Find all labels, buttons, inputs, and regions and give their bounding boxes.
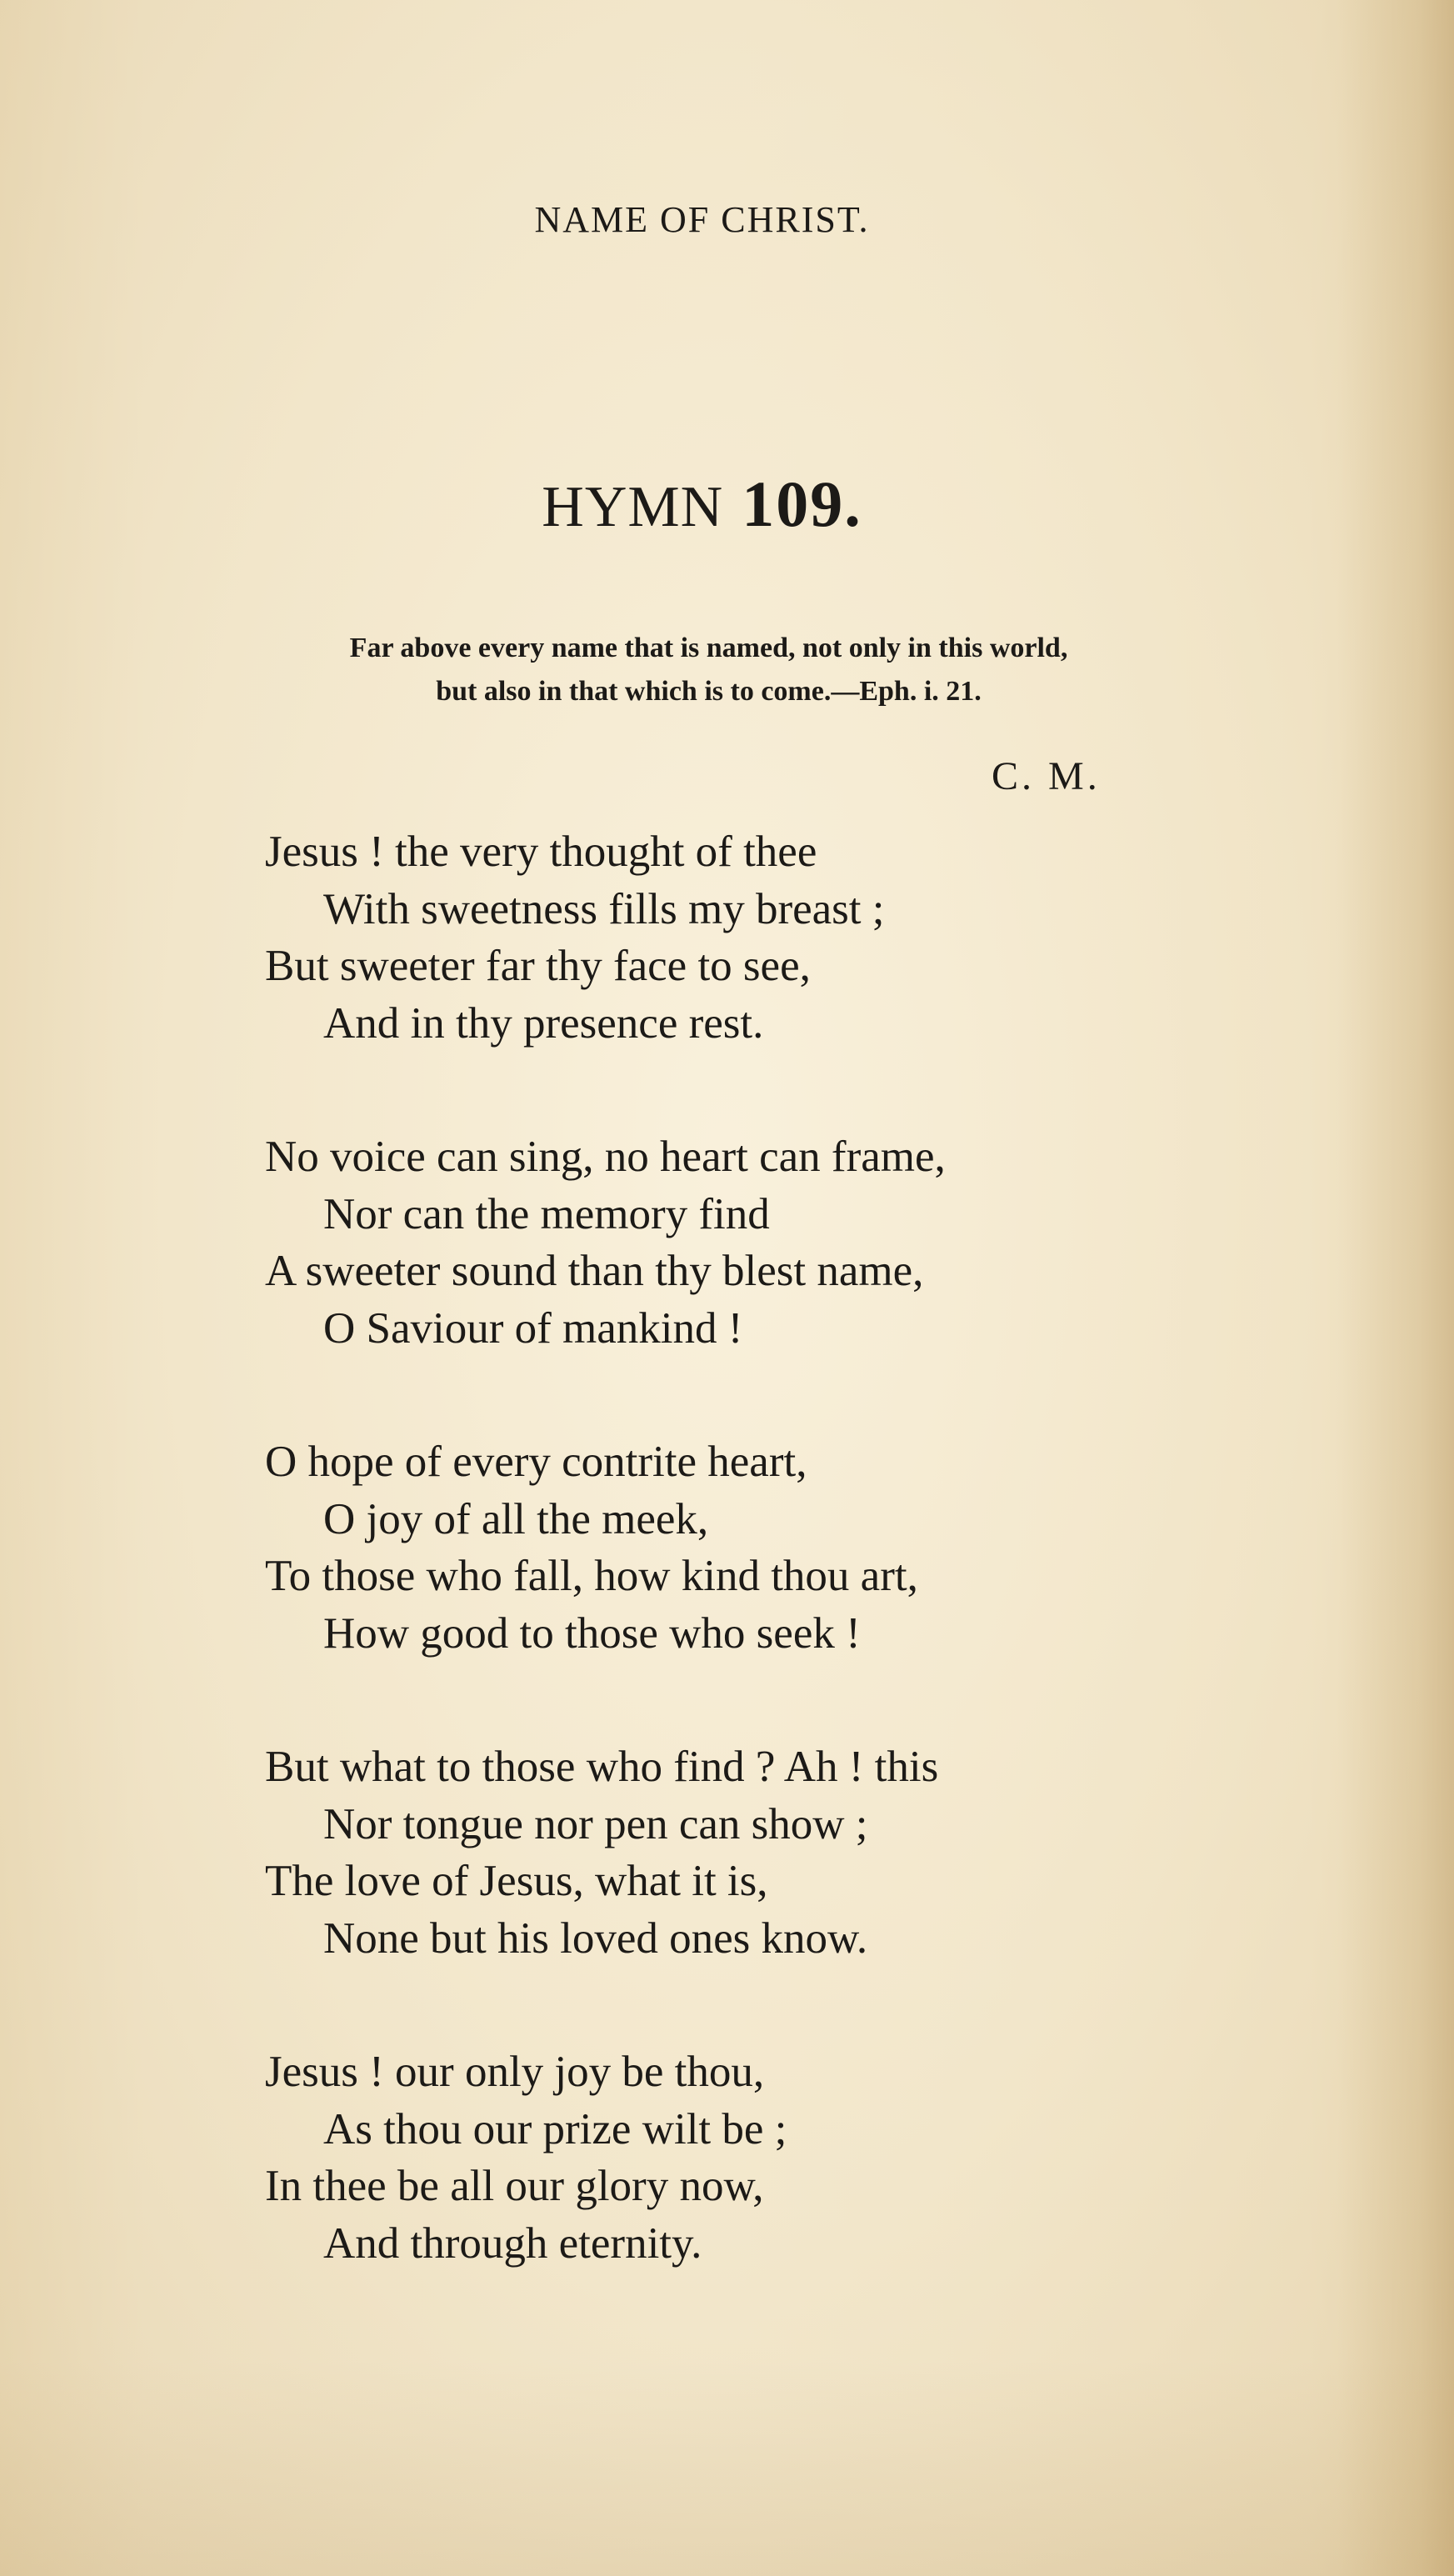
- verse-line: But sweeter far thy face to see,: [265, 942, 811, 990]
- hymn-label: HYMN: [542, 475, 724, 539]
- verse-line: But what to those who find ? Ah ! this: [265, 1743, 939, 1791]
- verse-line: And through eternity.: [323, 2218, 702, 2268]
- hymn-number: 109.: [742, 468, 862, 540]
- verse-line: The love of Jesus, what it is,: [265, 1857, 768, 1905]
- verse-line: Jesus ! our only joy be thou,: [265, 2048, 765, 2096]
- hymn-title: [0, 467, 1429, 542]
- stanza-4: [265, 1738, 1265, 1967]
- verse-line: A sweeter sound than thy blest name,: [265, 1247, 924, 1295]
- verse-line: In thee be all our glory now,: [265, 2162, 764, 2210]
- verse-line: To those who fall, how kind thou art,: [265, 1552, 918, 1600]
- page-bottom-shading: [0, 2359, 1454, 2576]
- stanza-5: [265, 2043, 1265, 2272]
- page-edge-shading: [1337, 0, 1454, 2576]
- verse-line: None but his loved ones know.: [323, 1913, 868, 1963]
- verse-line: Jesus ! the very thought of thee: [265, 828, 817, 876]
- verse-line: As thou our prize wilt be ;: [323, 2104, 787, 2153]
- verse-line: O Saviour of mankind !: [323, 1303, 743, 1353]
- verse-line: With sweetness fills my breast ;: [323, 884, 885, 933]
- hymn-verses: [265, 823, 1265, 2348]
- verse-line: O joy of all the meek,: [323, 1494, 709, 1543]
- meter-marking: C. M.: [992, 754, 1101, 798]
- verse-line: Nor can the memory find: [323, 1189, 770, 1238]
- verse-line: O hope of every contrite heart,: [265, 1438, 807, 1486]
- verse-line: How good to those who seek !: [323, 1608, 861, 1658]
- verse-line: Nor tongue nor pen can show ;: [323, 1799, 868, 1848]
- stanza-2: [265, 1128, 1265, 1357]
- epigraph-line-2: but also in that which is to come.—Eph. i. 21.: [436, 676, 982, 707]
- verse-line: No voice can sing, no heart can frame,: [265, 1133, 946, 1181]
- stanza-3: [265, 1433, 1265, 1662]
- verse-line: And in thy presence rest.: [323, 998, 764, 1048]
- stanza-1: [265, 823, 1265, 1052]
- epigraph-line-1: Far above every name that is named, not only in this world,: [349, 633, 1068, 663]
- running-head: NAME OF CHRIST.: [534, 199, 870, 240]
- scripture-epigraph: [0, 627, 1436, 713]
